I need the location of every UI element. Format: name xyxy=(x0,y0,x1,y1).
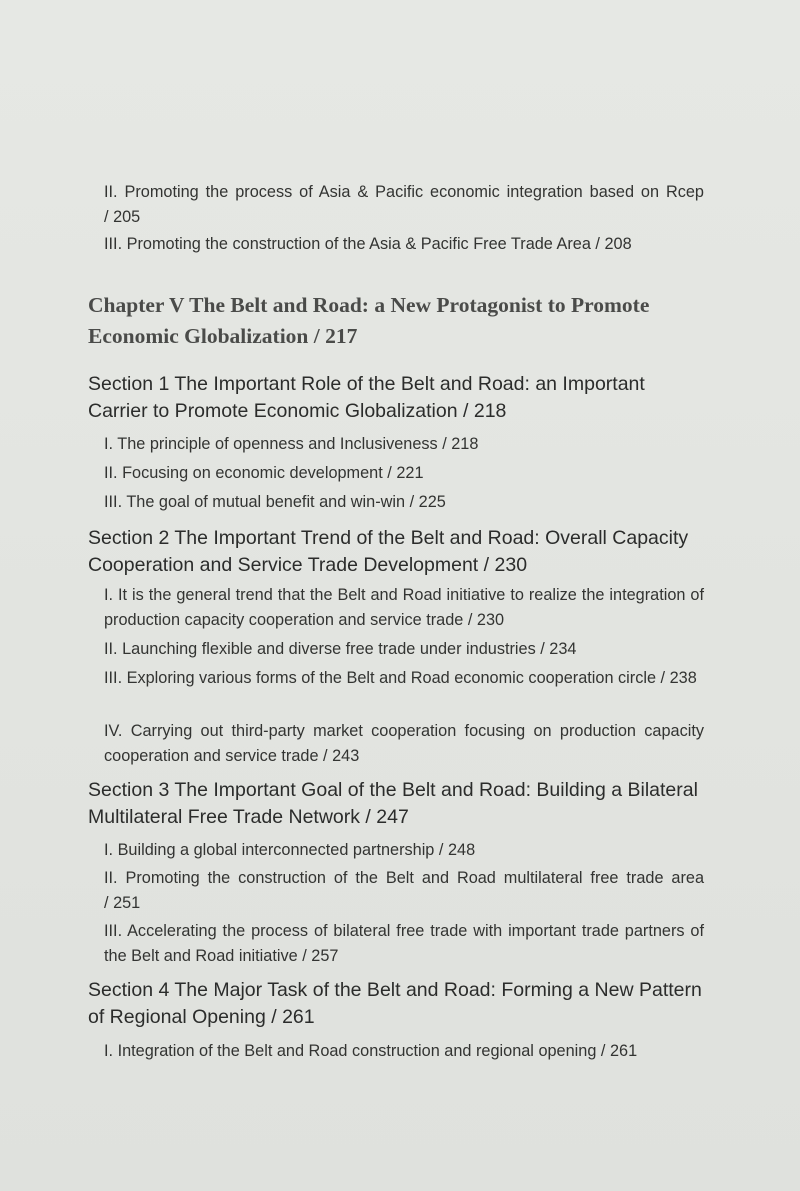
toc-entry-page: 208 xyxy=(604,235,632,253)
section-page: 247 xyxy=(376,806,409,828)
toc-entry-page: 205 xyxy=(113,207,141,226)
toc-entry-text: III. Exploring various forms of the Belt and Road economic cooperation circle xyxy=(104,669,657,687)
toc-entry: III. Exploring various forms of the Belt and Road economic cooperation circle / 238 xyxy=(104,669,697,687)
toc-entry-page: 243 xyxy=(332,746,360,765)
toc-entry-text: II. Promoting the construction of the Belt and Road multilateral free trade area xyxy=(104,869,704,887)
section-page: 230 xyxy=(494,554,528,576)
toc-entry-text: III. The goal of mutual benefit and win-win xyxy=(104,493,406,511)
toc-entry: II. Promoting the process of Asia & Pacific economic integration based on Rcep / 205 xyxy=(104,183,704,226)
chapter-page: 217 xyxy=(325,324,358,348)
section-title: Section 2 The Important Trend of the Belt and Road: Overall Capacity Cooperation and Service Trade Development xyxy=(88,527,689,576)
toc-entry: I. The principle of openness and Inclusiveness / 218 xyxy=(104,435,479,453)
toc-entry: III. The goal of mutual benefit and win-win / 225 xyxy=(104,493,446,511)
section-title: Section 3 The Important Goal of the Belt and Road: Building a Bilateral Multilateral Free Trade Network xyxy=(88,779,698,828)
toc-entry-text: I. Integration of the Belt and Road construction and regional opening xyxy=(104,1042,597,1060)
toc-entry-page: 238 xyxy=(669,669,697,687)
toc-entry-text: I. The principle of openness and Inclusiveness xyxy=(104,435,438,453)
toc-entry: II. Promoting the construction of the Belt and Road multilateral free trade area / 251 xyxy=(104,869,704,912)
toc-entry-page: 230 xyxy=(476,610,505,629)
toc-entry-text: II. Promoting the process of Asia & Pacific economic integration based on Rcep xyxy=(104,183,704,201)
section-page: 261 xyxy=(282,1006,315,1028)
toc-entry: I. Building a global interconnected partnership / 248 xyxy=(104,841,476,859)
toc-entry: III. Promoting the construction of the Asia & Pacific Free Trade Area / 208 xyxy=(104,235,632,253)
toc-entry-text: II. Launching flexible and diverse free trade under industries xyxy=(104,640,536,658)
toc-entry-text: I. It is the general trend that the Belt and Road initiative to realize the integration of production capacity cooperation and service trade xyxy=(104,586,704,629)
toc-entry: I. It is the general trend that the Belt and Road initiative to realize the integration of production capacity cooperation and service trade / 230 xyxy=(104,586,704,629)
section-page: 218 xyxy=(473,400,507,422)
toc-entry-page: 225 xyxy=(418,493,446,511)
section-title: Section 4 The Major Task of the Belt and Road: Forming a New Pattern of Regional Opening xyxy=(88,979,702,1028)
toc-entry: II. Launching flexible and diverse free trade under industries / 234 xyxy=(104,640,577,658)
section-heading: Section 1 The Important Role of the Belt and Road: an Important Carrier to Promote Economic Globalization / 218 xyxy=(88,373,645,422)
toc-entry-text: I. Building a global interconnected partnership xyxy=(104,841,435,859)
toc-entry-text: IV. Carrying out third-party market cooperation focusing on production capacity cooperation and service trade xyxy=(104,722,704,765)
toc-entry-page: 257 xyxy=(311,946,339,965)
section-heading: Section 4 The Major Task of the Belt and Road: Forming a New Pattern of Regional Opening / 261 xyxy=(88,979,702,1028)
toc-entry-page: 261 xyxy=(609,1042,638,1060)
chapter-title: Chapter V The Belt and Road: a New Protagonist to Promote Economic Globalization xyxy=(88,293,650,348)
toc-entry: I. Integration of the Belt and Road construction and regional opening / 261 xyxy=(104,1042,638,1060)
chapter-heading: Chapter V The Belt and Road: a New Protagonist to Promote Economic Globalization / 217 xyxy=(88,293,650,348)
toc-entry-page: 234 xyxy=(549,640,577,658)
toc-entry-page: 248 xyxy=(447,841,476,859)
toc-entry: III. Accelerating the process of bilateral free trade with important trade partners of the Belt and Road initiative / 257 xyxy=(104,922,704,965)
toc-entry-text: II. Focusing on economic development xyxy=(104,464,383,482)
toc-entry: II. Focusing on economic development / 221 xyxy=(104,464,424,482)
toc-entry-page: 218 xyxy=(451,435,479,453)
section-heading: Section 3 The Important Goal of the Belt and Road: Building a Bilateral Multilateral Free Trade Network / 247 xyxy=(88,779,698,828)
toc-entry-text: III. Promoting the construction of the Asia & Pacific Free Trade Area xyxy=(104,235,591,253)
section-heading: Section 2 The Important Trend of the Belt and Road: Overall Capacity Cooperation and Service Trade Development / 230 xyxy=(88,527,689,576)
toc-entry-page: 221 xyxy=(396,464,424,482)
toc-entry-text: III. Accelerating the process of bilateral free trade with important trade partners of the Belt and Road initiative xyxy=(104,922,704,965)
section-title: Section 1 The Important Role of the Belt and Road: an Important Carrier to Promote Economic Globalization xyxy=(88,373,645,422)
toc-entry: IV. Carrying out third-party market cooperation focusing on production capacity cooperation and service trade / 243 xyxy=(104,722,704,765)
toc-entry-page: 251 xyxy=(113,893,141,912)
